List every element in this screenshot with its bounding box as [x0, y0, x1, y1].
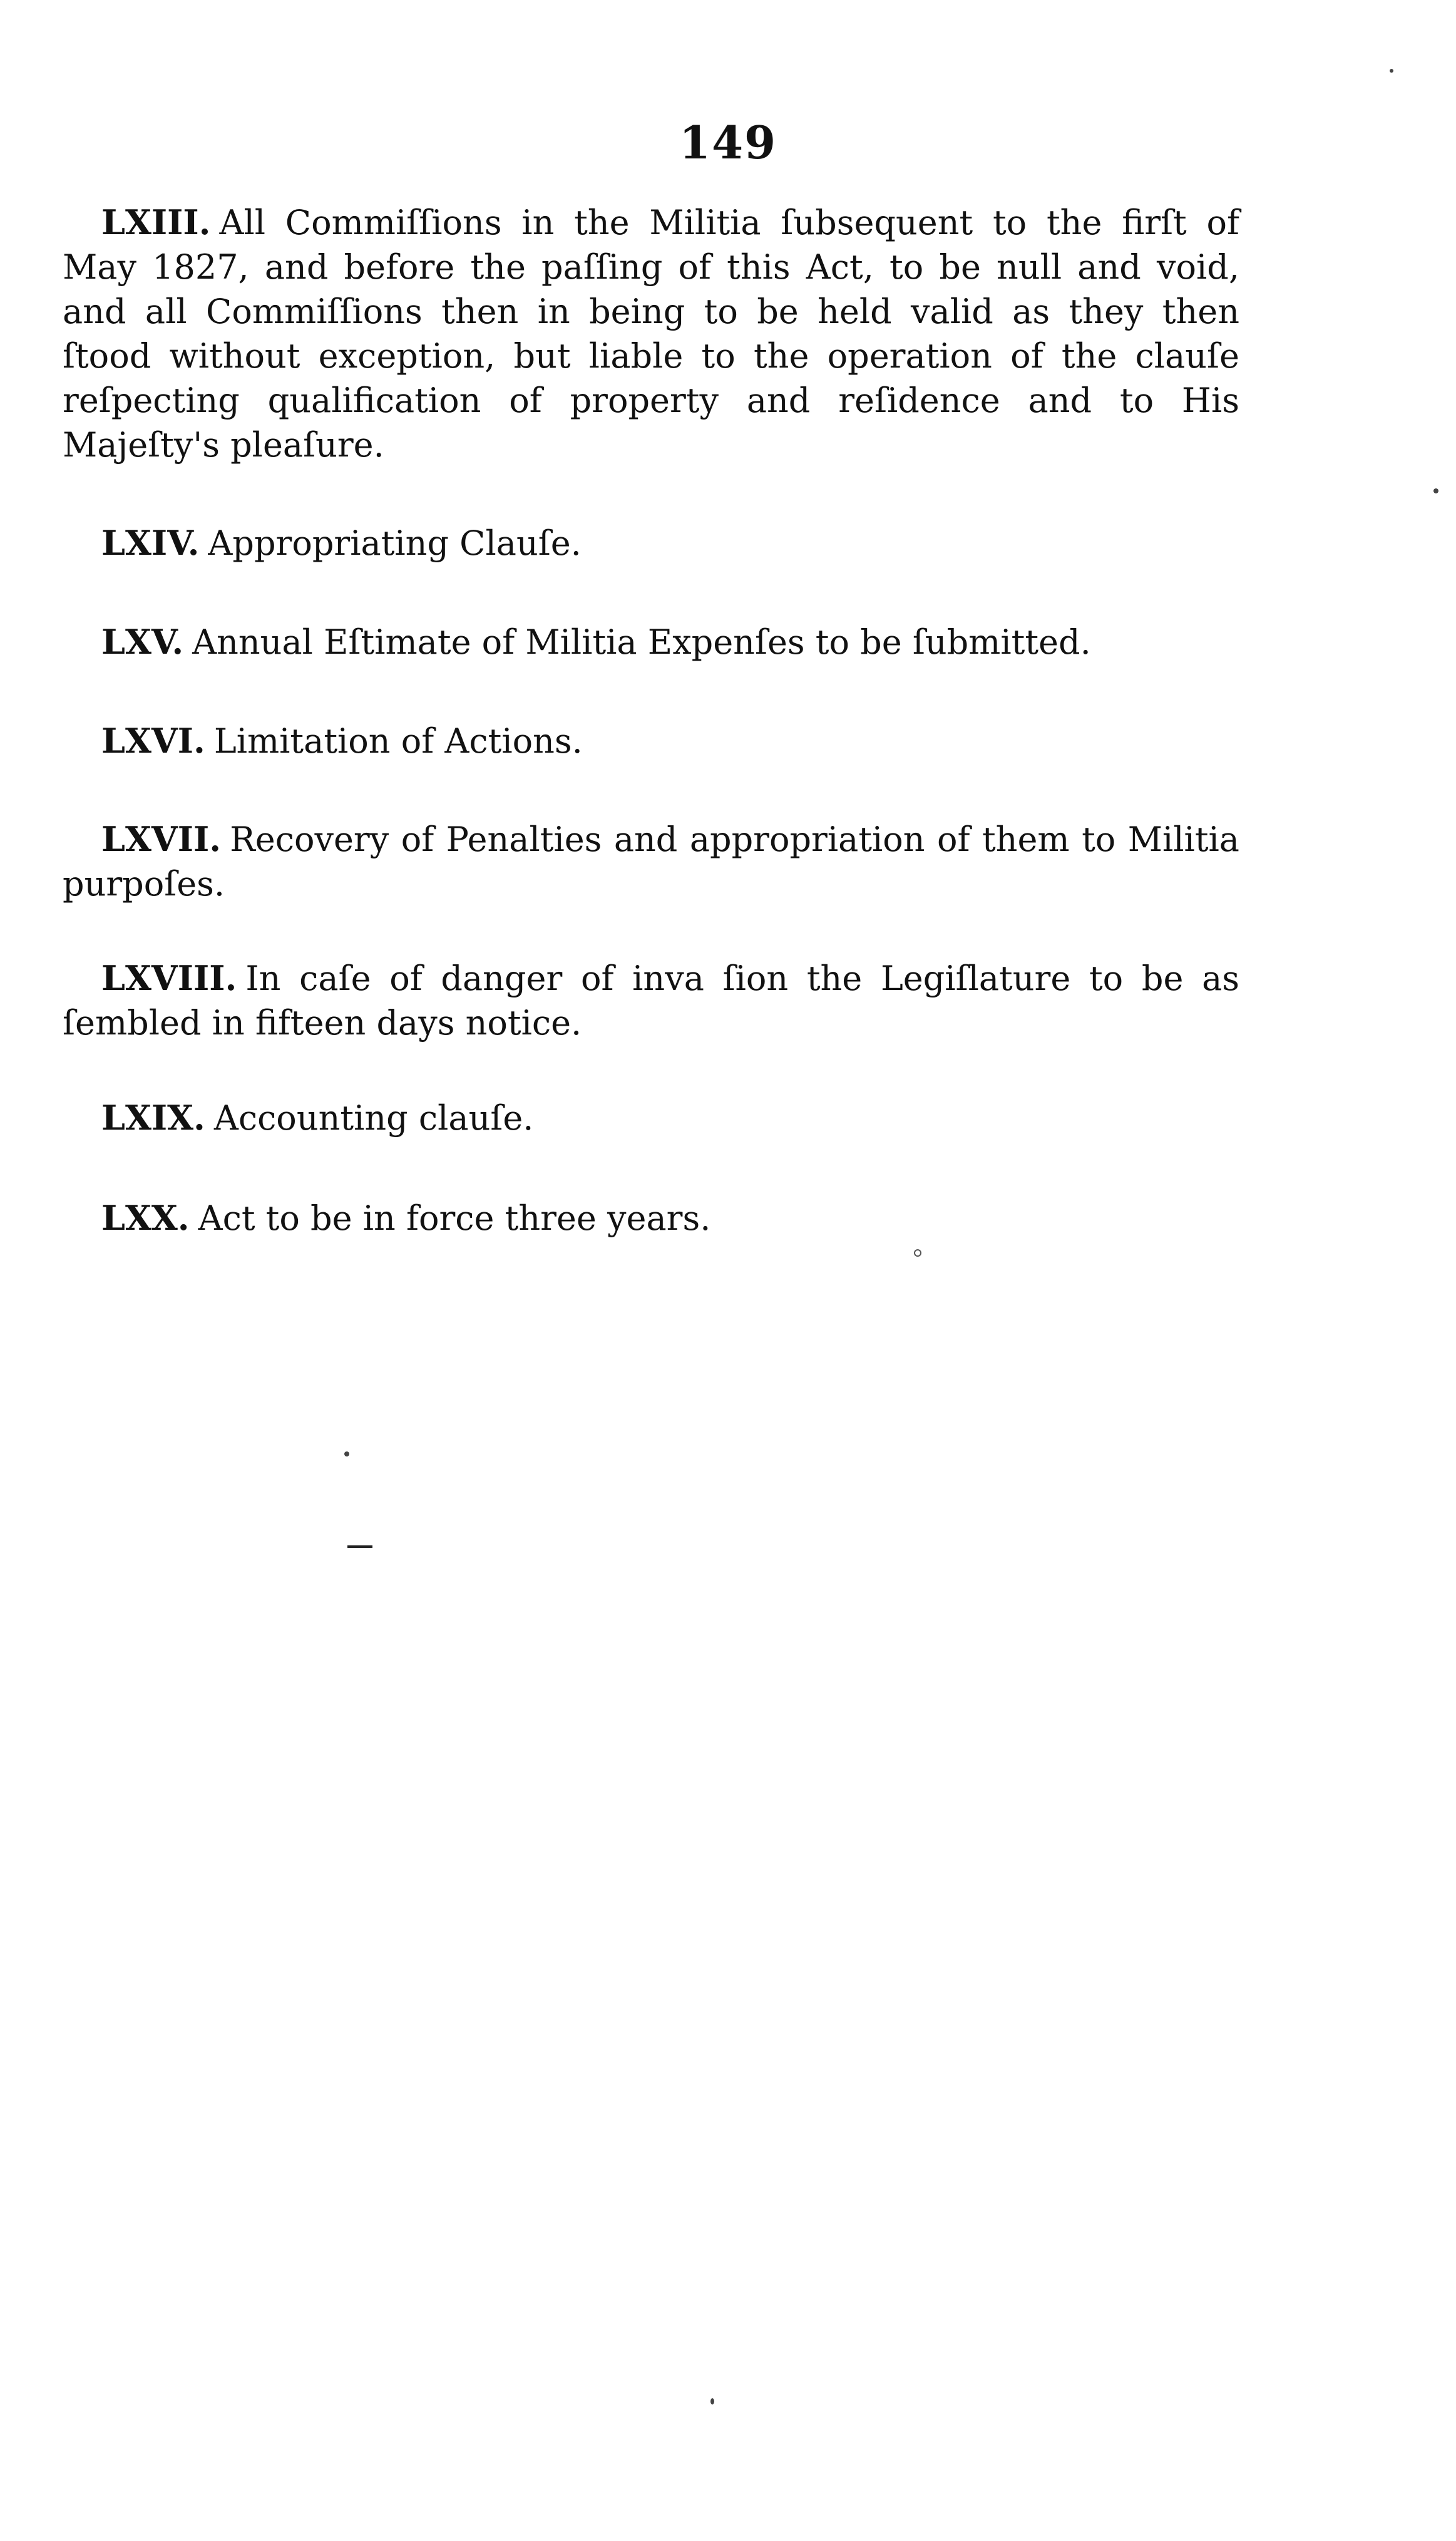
- clause-lxvii: [63, 817, 1239, 906]
- clause-text: Accounting clauſe.: [213, 1098, 534, 1138]
- clause-numeral: LXIII.: [101, 202, 211, 242]
- clause-text: Annual Eſtimate of Militia Expenſes to be ſubmitted.: [192, 622, 1091, 662]
- clause-text: In caſe of danger of inva ſion the Legiſlature to be as ſembled in fifteen days notice.: [63, 959, 1239, 1043]
- clause-lxv: [63, 620, 1239, 664]
- ink-speck: [710, 2398, 714, 2404]
- clause-lxviii: [63, 956, 1239, 1045]
- clause-numeral: LXVII.: [101, 819, 222, 859]
- ink-speck: [1433, 488, 1438, 493]
- clause-lxix: [63, 1096, 1239, 1140]
- clause-lxx: [63, 1196, 1239, 1240]
- clause-numeral: LXIV.: [101, 523, 200, 563]
- clause-text: Recovery of Penalties and appropriation of them to Militia purpoſes.: [63, 820, 1239, 904]
- clause-text: Act to be in force three years.: [198, 1198, 711, 1238]
- clause-text: Limitation of Actions.: [213, 721, 583, 761]
- clause-text: All Commiſſions in the Militia ſubsequent to the firſt of May 1827, and before the paſſing of this Act, to be null and void, and all Commiſſions then in being to be held valid as they then ſtood without exception, but liable to the operation of the clauſe reſpecting qualification of property and reſidence and to His Majeſty's pleaſure.: [63, 203, 1239, 465]
- clause-lxiii: [63, 200, 1239, 467]
- clause-lxvi: [63, 719, 1239, 763]
- ink-speck: [914, 1249, 921, 1257]
- clause-numeral: LXVIII.: [101, 958, 237, 998]
- page-number: 149: [679, 116, 777, 169]
- clause-numeral: LXX.: [101, 1198, 190, 1238]
- clause-text: Appropriating Clauſe.: [208, 523, 582, 563]
- printer-rule: [347, 1545, 372, 1548]
- clause-numeral: LXVI.: [101, 721, 205, 761]
- ink-speck: [344, 1451, 349, 1456]
- clause-numeral: LXIX.: [101, 1098, 205, 1138]
- ink-speck: [1390, 69, 1393, 73]
- clause-lxiv: [63, 521, 1239, 565]
- clause-numeral: LXV.: [101, 622, 184, 662]
